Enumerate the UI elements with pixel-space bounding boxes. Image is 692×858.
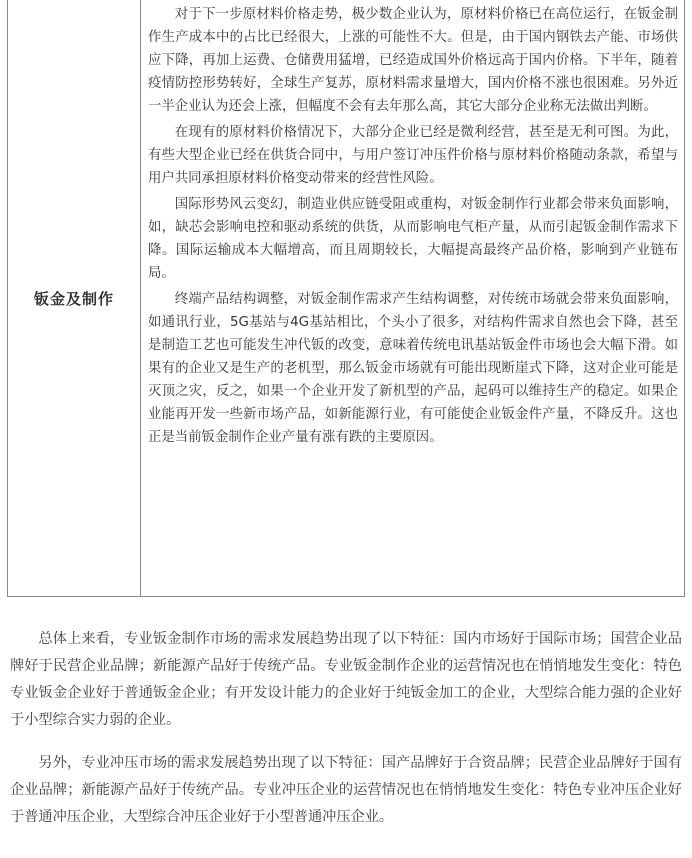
- table-content-cell: [148, 3, 678, 449]
- table-paragraph: 国际形势风云变幻，制造业供应链受阻或重构，对钣金制作行业都会带来负面影响，如，缺芯会影响电控和驱动系统的供货，从而影响电气柜产量，从而引起钣金制作需求下降。国际运输成本大幅增高，而且周期较长，大幅提高最终产品价格，影响到产业链布局。: [148, 197, 678, 281]
- content-table: [7, 0, 685, 597]
- body-paragraph: 另外，专业冲压市场的需求发展趋势出现了以下特征：国产品牌好于合资品牌；民营企业品牌好于国有企业品牌；新能源产品好于传统产品。专业冲压企业的运营情况也在悄悄地发生变化：特色专业冲压企业好于普通冲压企业，大型综合冲压企业好于小型普通冲压企业。: [10, 755, 682, 825]
- table-paragraph: 对于下一步原材料价格走势，极少数企业认为，原材料价格已在高位运行，在钣金制作生产成本中的占比已经很大，上涨的可能性不大。但是，由于国内钢铁去产能、市场供应下降，再加上运费、仓储费用猛增，已经造成国外价格远高于国内价格。下半年，随着疫情防控形势转好，全球生产复苏，原材料需求量增大，国内价格不涨也很困难。另外近一半企业认为还会上涨，但幅度不会有去年那么高，其它大部分企业称无法做出判断。: [148, 7, 678, 114]
- body-paragraph: 总体上来看，专业钣金制作市场的需求发展趋势出现了以下特征：国内市场好于国际市场；国营企业品牌好于民营企业品牌；新能源产品好于传统产品。专业钣金制作企业的运营情况也在悄悄地发生变化：特色专业钣金企业好于普通钣金企业；有开发设计能力的企业好于纯钣金加工的企业，大型综合能力强的企业好于小型综合实力弱的企业。: [10, 631, 682, 728]
- body-paragraph-block: [10, 626, 682, 734]
- table-row-label-cell: [8, 0, 141, 596]
- table-paragraph: 终端产品结构调整，对钣金制作需求产生结构调整，对传统市场就会带来负面影响，如通讯行业，5G基站与4G基站相比，个头小了很多，对结构件需求自然也会下降，甚至是制造工艺也可能发生冲代钣的改变，意味着传统电讯基站钣金件市场也会大幅下滑。如果有的企业又是生产的老机型，那么钣金市场就有可能出现断崖式下降，这对企业可能是灭顶之灾，反之，如果一个企业开发了新机型的产品，起码可以维持生产的稳定。如果企业能再开发一些新市场产品，如新能源行业，有可能使企业钣金件产量，不降反升。这也正是当前钣金制作企业产量有涨有跌的主要原因。: [148, 292, 678, 445]
- table-paragraph: 在现有的原材料价格情况下，大部分企业已经是微利经营，甚至是无利可图。为此，有些大型企业已经在供货合同中，与用户签订冲压件价格与原材料价格随动条款，希望与用户共同承担原材料价格变动带来的经营性风险。: [148, 125, 678, 186]
- body-paragraph-block: [10, 750, 682, 831]
- row-label: 钣金及制作: [33, 289, 114, 308]
